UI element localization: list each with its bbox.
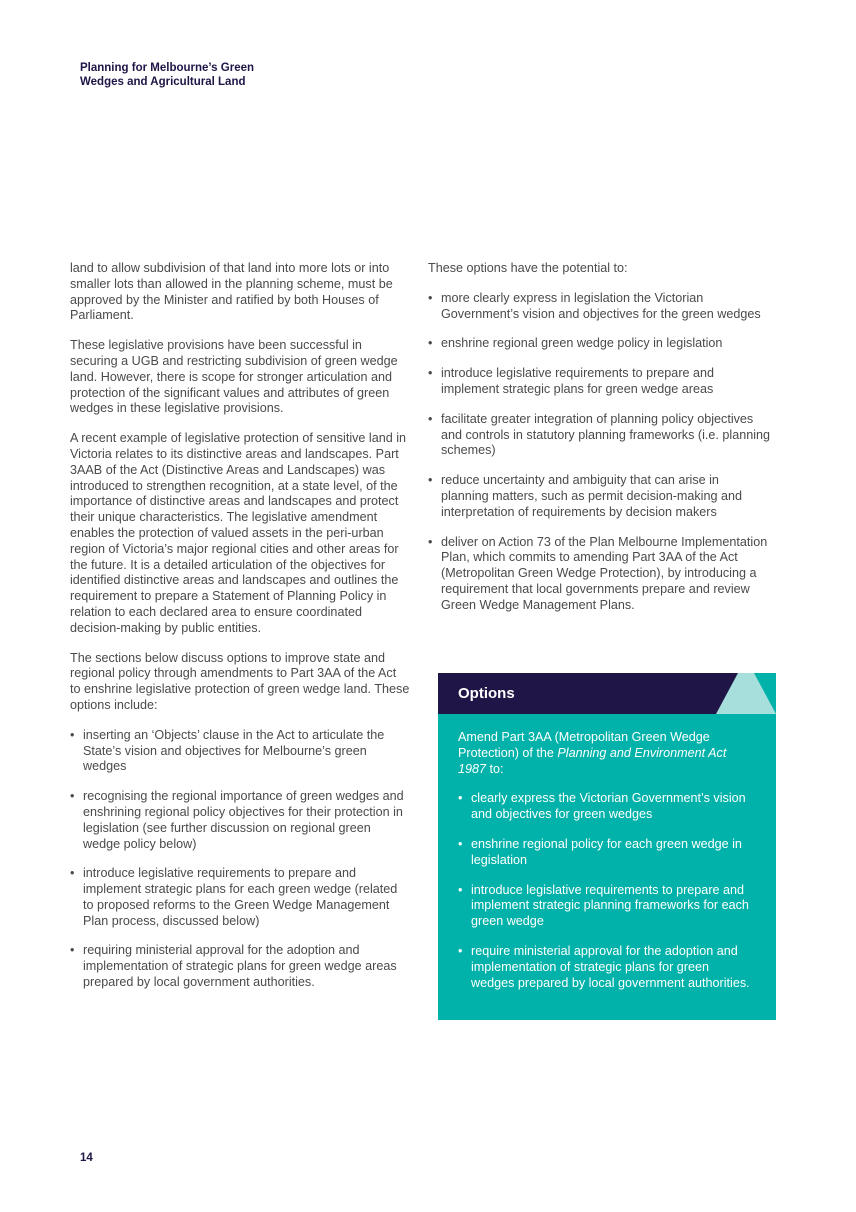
list-item: • inserting an ‘Objects’ clause in the Act to articulate the State’s vision and objectives for Melbourne’s green wedges <box>70 728 410 775</box>
list-item: • enshrine regional green wedge policy in legislation <box>428 336 770 352</box>
list-item: • introduce legislative requirements to prepare and implement strategic planning frameworks for each green wedge <box>458 883 754 930</box>
header-title-line2: Wedges and Agricultural Land <box>80 76 246 88</box>
list-item: • enshrine regional policy for each green wedge in legislation <box>458 837 754 869</box>
left-paragraph-4: The sections below discuss options to improve state and regional policy through amendments to Part 3AA of the Act to enshrine legislative protection of green wedge land. These options include: <box>70 650 410 712</box>
list-item: • introduce legislative requirements to prepare and implement strategic plans for each green wedge (related to proposed reforms to the Green Wedge Management Plan process, discussed below) <box>70 866 410 929</box>
options-intro: Amend Part 3AA (Metropolitan Green Wedge Protection) of the Planning and Environment Act 1987 to: <box>458 730 727 776</box>
right-intro: These options have the potential to: <box>428 261 628 275</box>
left-column <box>70 261 410 1005</box>
list-item: • requiring ministerial approval for the adoption and implementation of strategic plans for green wedge areas prepared by local government authorities. <box>70 943 410 990</box>
left-paragraph-2: These legislative provisions have been successful in securing a UGB and restricting subdivision of green wedge land. However, there is scope for stronger articulation and protection of the significant values and attributes of green wedges in these legislative provisions. <box>70 338 398 416</box>
list-item: • facilitate greater integration of planning policy objectives and controls in statutory planning frameworks (i.e. planning schemes) <box>428 412 770 459</box>
list-item: • reduce uncertainty and ambiguity that can arise in planning matters, such as permit decision-making and interpretation of requirements by decision makers <box>428 473 770 520</box>
header-title-line1: Planning for Melbourne’s Green <box>80 62 255 74</box>
running-header <box>80 61 300 89</box>
list-item: • deliver on Action 73 of the Plan Melbourne Implementation Plan, which commits to amending Part 3AA of the Act (Metropolitan Green Wedge Protection), by introducing a requirement that local governments prepare and review Green Wedge Management Plans. <box>428 535 770 614</box>
right-column <box>428 261 770 628</box>
corner-triangle-icon <box>716 673 776 714</box>
left-bullet-list <box>70 728 410 991</box>
list-item: • recognising the regional importance of green wedges and enshrining regional policy objectives for their protection in legislation (see further discussion on regional green wedge policy below) <box>70 789 410 852</box>
options-bullet-list <box>458 791 754 991</box>
page-number: 14 <box>80 1152 93 1164</box>
left-paragraph-3: A recent example of legislative protection of sensitive land in Victoria relates to its distinctive areas and landscapes. Part 3AAB of the Act (Distinctive Areas and Landscapes) was introduced to strengthen recognition, at a state level, of the importance of distinctive areas and landscapes and protect their unique characteristics. The legislative amendment enables the protection of valued assets in the peri-urban region of Victoria’s major regional cities and other areas for the future. It is a detailed articulation of the objectives for identified distinctive areas and landscapes and outlines the requirement to prepare a Statement of Planning Policy in relation to each declared area to ensure coordinated decision-making by public entities. <box>70 431 407 635</box>
options-body <box>438 714 776 991</box>
list-item: • require ministerial approval for the adoption and implementation of strategic plans for green wedges prepared by local government authorities. <box>458 944 754 991</box>
left-paragraph-1: land to allow subdivision of that land into more lots or into smaller lots than allowed in the planning scheme, must be approved by the Minister and ratified by both Houses of Parliament. <box>70 261 393 323</box>
options-header <box>438 673 750 714</box>
options-box <box>438 673 776 1020</box>
list-item: • clearly express the Victorian Government’s vision and objectives for green wedges <box>458 791 754 823</box>
list-item: • more clearly express in legislation the Victorian Government’s vision and objectives for the green wedges <box>428 291 770 323</box>
act-title: Planning and Environment Act 1987 <box>458 745 727 776</box>
options-title: Options <box>458 685 515 702</box>
right-bullet-list <box>428 291 770 614</box>
list-item: • introduce legislative requirements to prepare and implement strategic plans for green wedge areas <box>428 366 770 398</box>
